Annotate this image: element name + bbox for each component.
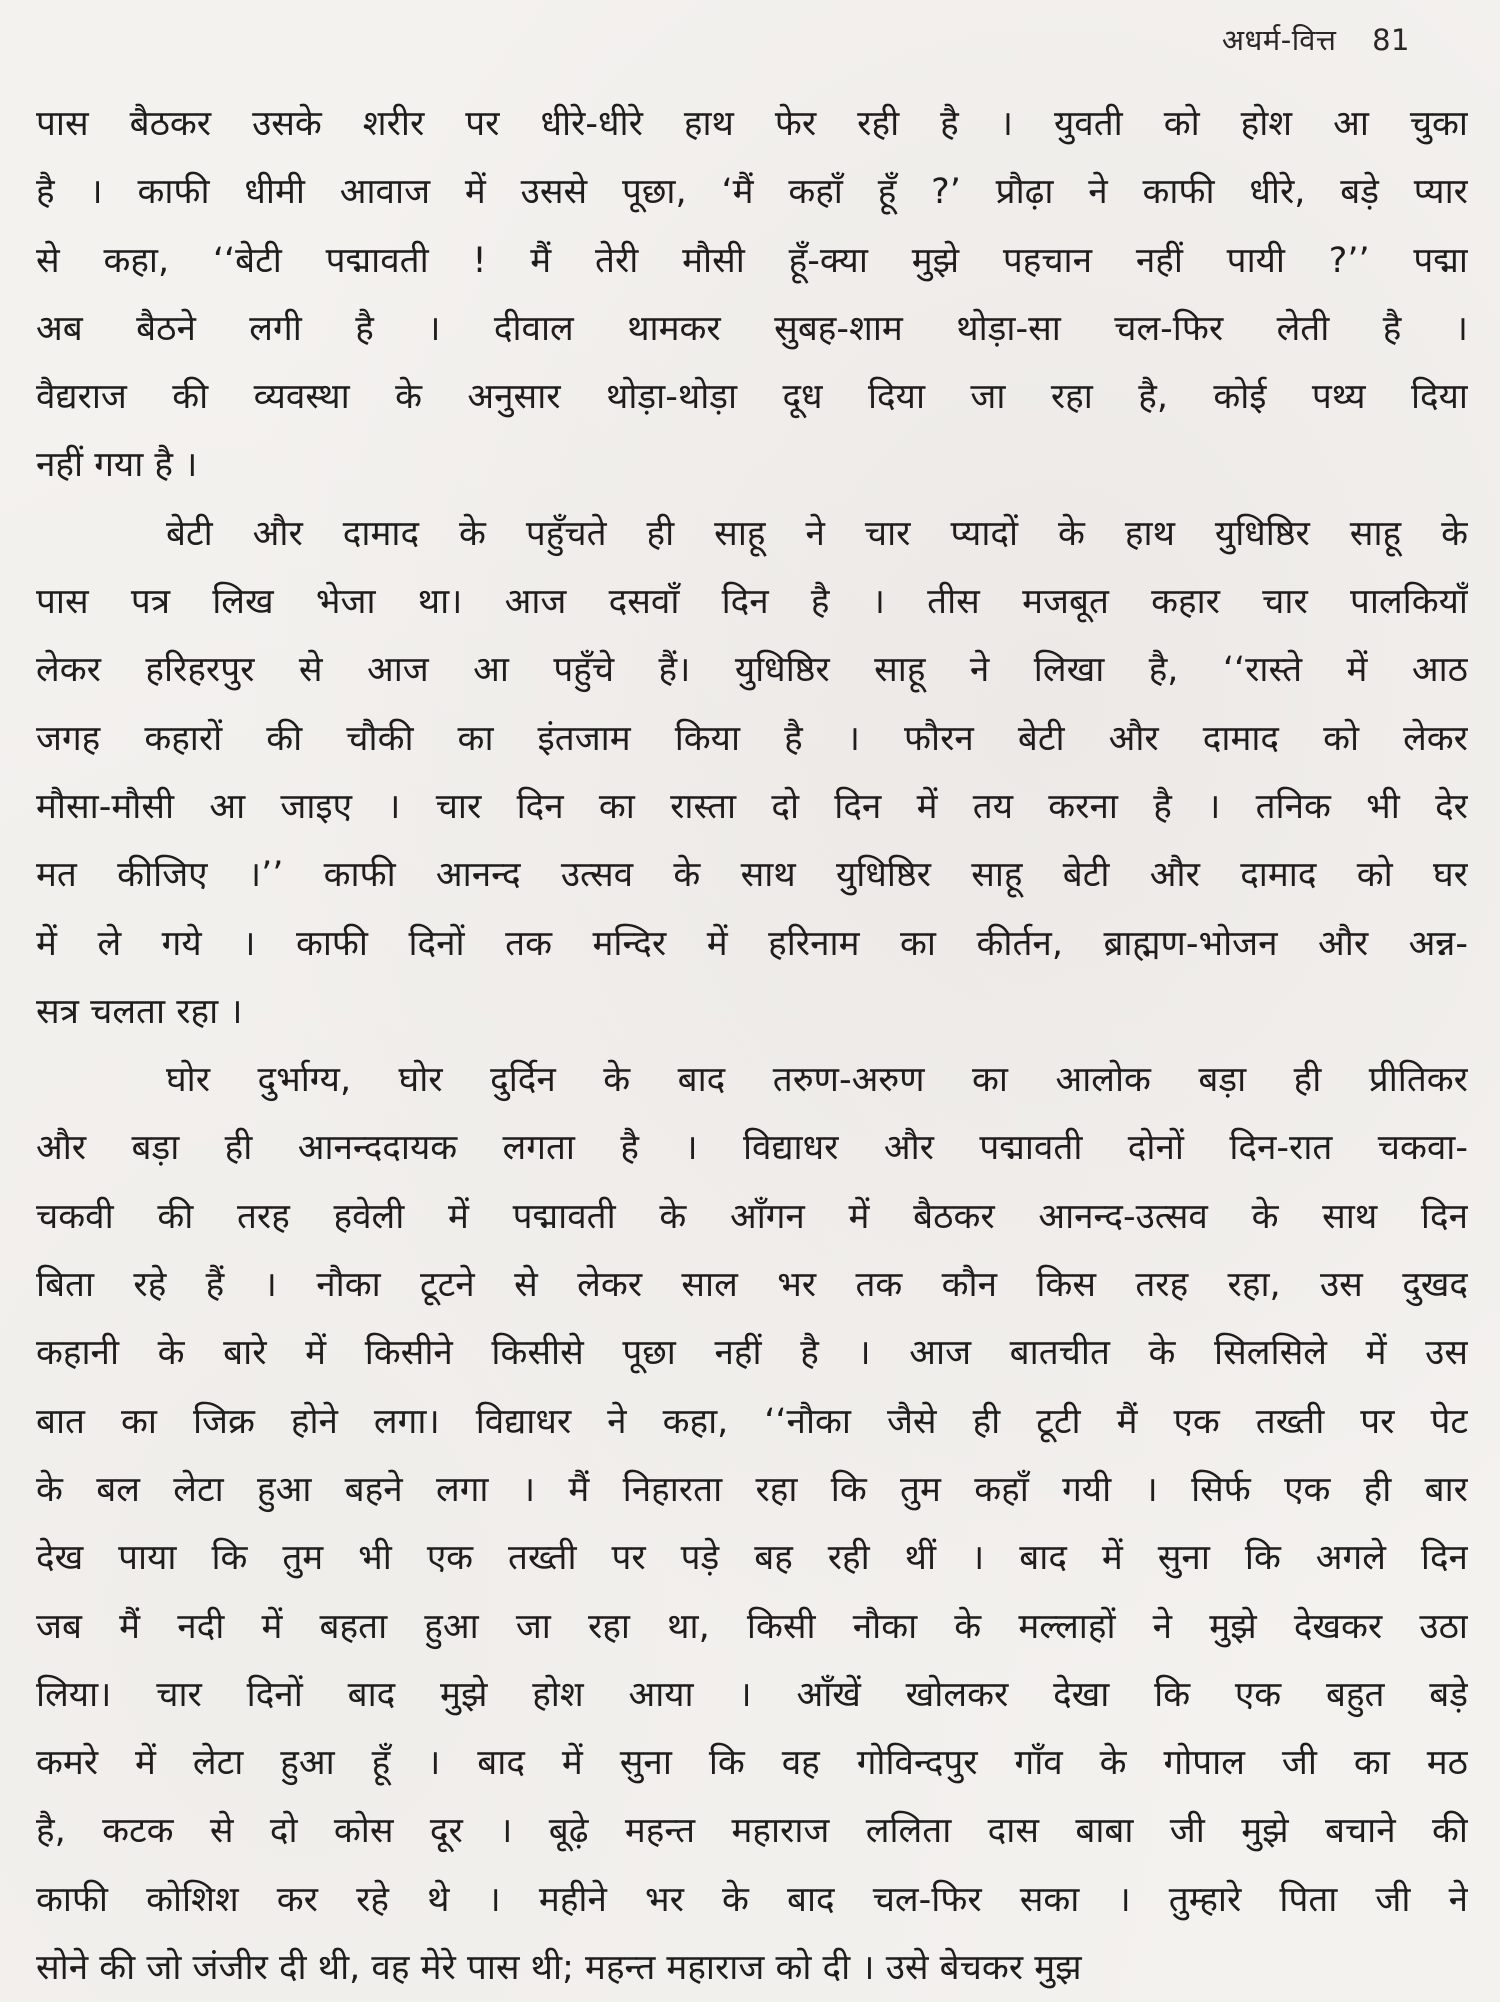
text-line: काफी कोशिश कर रहे थे । महीने भर के बाद चल-फिर सका । तुम्हारे पिता जी ने	[36, 1879, 1468, 1920]
running-header	[1222, 20, 1410, 59]
text-line: सत्र चलता रहा ।	[36, 991, 243, 1032]
text-line: और बड़ा ही आनन्ददायक लगता है । विद्याधर और पद्मावती दोनों दिन-रात चकवा-	[36, 1128, 1468, 1169]
text-line: लेकर हरिहरपुर से आज आ पहुँचे हैं। युधिष्ठिर साहू ने लिखा है, ‘‘रास्ते में आठ	[36, 650, 1468, 691]
text-line: चकवी की तरह हवेली में पद्मावती के आँगन में बैठकर आनन्द-उत्सव के साथ दिन	[36, 1196, 1468, 1237]
text-line: मौसा-मौसी आ जाइए । चार दिन का रास्ता दो दिन में तय करना है । तनिक भी देर	[36, 786, 1468, 827]
text-line: घोर दुर्भाग्य, घोर दुर्दिन के बाद तरुण-अरुण का आलोक बड़ा ही प्रीतिकर	[166, 1060, 1468, 1101]
paragraph-1	[36, 90, 1468, 500]
paragraph-2	[36, 500, 1468, 1046]
text-line: बेटी और दामाद के पहुँचते ही साहू ने चार प्यादों के हाथ युधिष्ठिर साहू के	[166, 513, 1468, 554]
text-line: में ले गये । काफी दिनों तक मन्दिर में हरिनाम का कीर्तन, ब्राह्मण-भोजन और अन्न-	[36, 923, 1468, 964]
text-line: अब बैठने लगी है । दीवाल थामकर सुबह-शाम थोड़ा-सा चल-फिर लेती है ।	[36, 308, 1468, 349]
text-line: है । काफी धीमी आवाज में उससे पूछा, ‘मैं कहाँ हूँ ?’ प्रौढ़ा ने काफी धीरे, बड़े प्यार	[36, 172, 1468, 213]
chapter-title: अधर्म-वित्त	[1221, 23, 1337, 57]
text-line: बात का जिक्र होने लगा। विद्याधर ने कहा, ‘‘नौका जैसे ही टूटी मैं एक तख्ती पर पेट	[36, 1401, 1468, 1442]
text-line: मत कीजिए ।’’ काफी आनन्द उत्सव के साथ युधिष्ठिर साहू बेटी और दामाद को घर	[36, 855, 1468, 896]
body-text	[36, 90, 1468, 2002]
paragraph-3	[36, 1046, 1468, 2002]
page-number: 81	[1372, 23, 1410, 57]
text-line: जब मैं नदी में बहता हुआ जा रहा था, किसी नौका के मल्लाहों ने मुझे देखकर उठा	[36, 1606, 1468, 1647]
text-line: पास पत्र लिख भेजा था। आज दसवाँ दिन है । तीस मजबूत कहार चार पालकियाँ	[36, 582, 1468, 623]
text-line: से कहा, ‘‘बेटी पद्मावती ! मैं तेरी मौसी हूँ-क्या मुझे पहचान नहीं पायी ?’’ पद्मा	[36, 240, 1468, 281]
text-line: पास बैठकर उसके शरीर पर धीरे-धीरे हाथ फेर रही है । युवती को होश आ चुका	[36, 104, 1468, 144]
text-line: सोने की जो जंजीर दी थी, वह मेरे पास थी; महन्त महाराज को दी । उसे बेचकर मुझ	[36, 1948, 1082, 1989]
text-line: देख पाया कि तुम भी एक तख्ती पर पड़े बह रही थीं । बाद में सुना कि अगले दिन	[36, 1538, 1468, 1579]
text-line: बिता रहे हैं । नौका टूटने से लेकर साल भर तक कौन किस तरह रहा, उस दुखद	[36, 1265, 1468, 1306]
text-line: जगह कहारों की चौकी का इंतजाम किया है । फौरन बेटी और दामाद को लेकर	[36, 718, 1468, 759]
text-line: नहीं गया है ।	[36, 445, 198, 486]
text-line: कहानी के बारे में किसीने किसीसे पूछा नहीं है । आज बातचीत के सिलसिले में उस	[36, 1333, 1468, 1374]
text-line: लिया। चार दिनों बाद मुझे होश आया । आँखें खोलकर देखा कि एक बहुत बड़े	[36, 1674, 1468, 1715]
text-line: के बल लेटा हुआ बहने लगा । मैं निहारता रहा कि तुम कहाँ गयी । सिर्फ एक ही बार	[36, 1469, 1468, 1510]
text-line: कमरे में लेटा हुआ हूँ । बाद में सुना कि वह गोविन्दपुर गाँव के गोपाल जी का मठ	[36, 1743, 1468, 1784]
text-line: है, कटक से दो कोस दूर । बूढ़े महन्त महाराज ललिता दास बाबा जी मुझे बचाने की	[36, 1811, 1468, 1852]
text-line: वैद्यराज की व्यवस्था के अनुसार थोड़ा-थोड़ा दूध दिया जा रहा है, कोई पथ्य दिया	[36, 377, 1468, 418]
